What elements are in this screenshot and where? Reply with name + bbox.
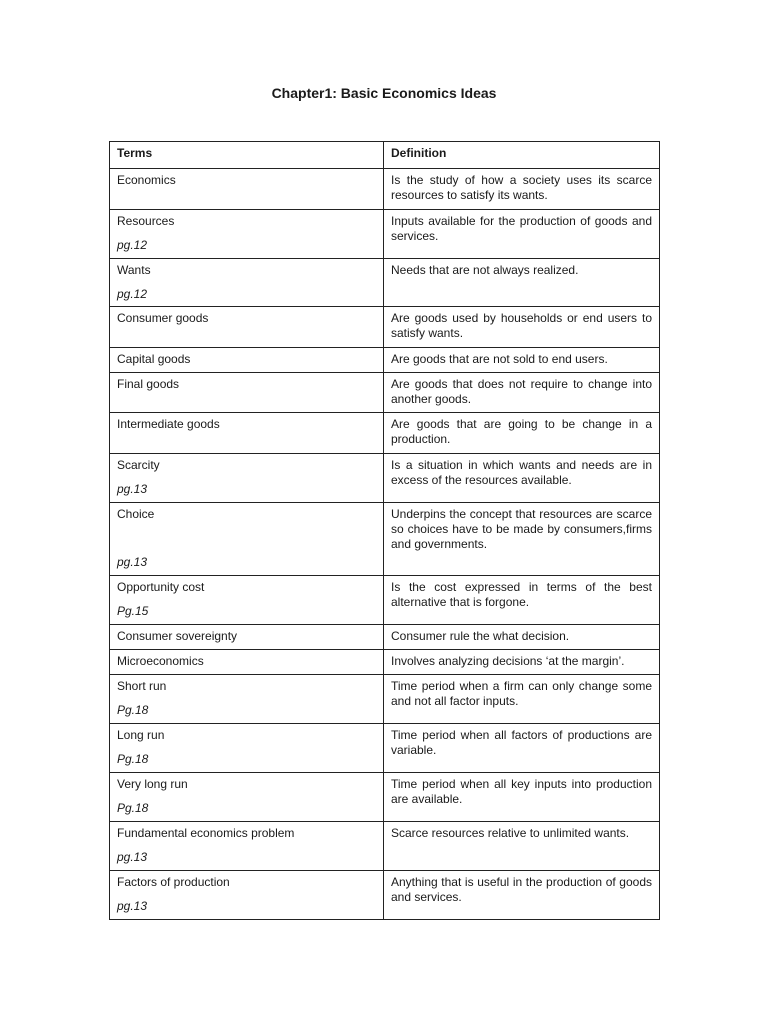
table-row (110, 259, 660, 307)
definition-cell: Scarce resources relative to unlimited wants. (384, 822, 660, 871)
definition-cell: Time period when all key inputs into production are available. (384, 773, 660, 822)
definition-header: Definition (384, 142, 660, 169)
table-row (110, 724, 660, 773)
table-row (110, 210, 660, 259)
table-row (110, 503, 660, 576)
term-cell (110, 576, 384, 625)
definition-cell: Is a situation in which wants and needs are in excess of the resources available. (384, 454, 660, 503)
term-label: Economics (117, 173, 176, 187)
terms-header: Terms (110, 142, 384, 169)
term-cell (110, 650, 384, 675)
table-row (110, 348, 660, 373)
term-label: Consumer goods (117, 311, 209, 325)
page-reference: pg.12 (117, 238, 148, 252)
definition-cell: Is the study of how a society uses its scarce resources to satisfy its wants. (384, 169, 660, 210)
table-row (110, 454, 660, 503)
term-cell (110, 625, 384, 650)
definition-cell: Inputs available for the production of goods and services. (384, 210, 660, 259)
term-label: Intermediate goods (117, 417, 220, 431)
term-label: Opportunity cost (117, 580, 205, 594)
page-reference: Pg.18 (117, 752, 149, 766)
term-label: Very long run (117, 777, 188, 791)
table-row (110, 871, 660, 920)
definition-cell: Are goods that does not require to change into another goods. (384, 373, 660, 413)
term-label: Microeconomics (117, 654, 204, 668)
definition-cell: Are goods that are going to be change in a production. (384, 413, 660, 454)
terms-table (109, 141, 660, 920)
term-cell (110, 503, 384, 576)
page-reference: Pg.18 (117, 703, 149, 717)
term-label: Choice (117, 507, 155, 521)
table-row (110, 576, 660, 625)
term-label: Capital goods (117, 352, 191, 366)
term-cell (110, 822, 384, 871)
table-row (110, 413, 660, 454)
table-row (110, 307, 660, 348)
term-label: Wants (117, 263, 151, 277)
term-label: Resources (117, 214, 175, 228)
term-cell (110, 373, 384, 413)
page-reference: pg.13 (117, 850, 148, 864)
term-label: Final goods (117, 377, 180, 391)
term-cell (110, 307, 384, 348)
page-reference: Pg.18 (117, 801, 149, 815)
term-label: Fundamental economics problem (117, 826, 295, 840)
table-row (110, 773, 660, 822)
term-cell (110, 871, 384, 920)
table-row (110, 650, 660, 675)
term-cell (110, 169, 384, 210)
term-label: Scarcity (117, 458, 160, 472)
term-cell (110, 348, 384, 373)
table-row (110, 169, 660, 210)
term-label: Short run (117, 679, 167, 693)
table-row (110, 373, 660, 413)
page-reference: pg.12 (117, 287, 148, 301)
term-cell (110, 724, 384, 773)
term-label: Factors of production (117, 875, 230, 889)
definition-cell: Needs that are not always realized. (384, 259, 660, 307)
definition-cell: Consumer rule the what decision. (384, 625, 660, 650)
term-cell (110, 773, 384, 822)
page-reference: pg.13 (117, 555, 148, 569)
table-row (110, 822, 660, 871)
definition-cell: Is the cost expressed in terms of the best alternative that is forgone. (384, 576, 660, 625)
table-row (110, 675, 660, 724)
term-label: Consumer sovereignty (117, 629, 238, 643)
term-cell (110, 413, 384, 454)
page-reference: pg.13 (117, 482, 148, 496)
definition-cell: Underpins the concept that resources are scarce so choices have to be made by consumers,firms and governments. (384, 503, 660, 576)
page-reference: Pg.15 (117, 604, 149, 618)
term-cell (110, 259, 384, 307)
table-row (110, 625, 660, 650)
term-label: Long run (117, 728, 165, 742)
definition-cell: Time period when all factors of productions are variable. (384, 724, 660, 773)
table-header-row (110, 142, 660, 169)
definition-cell: Are goods that are not sold to end users. (384, 348, 660, 373)
page-title: Chapter1: Basic Economics Ideas (271, 85, 497, 101)
definition-cell: Anything that is useful in the production of goods and services. (384, 871, 660, 920)
definition-cell: Time period when a firm can only change some and not all factor inputs. (384, 675, 660, 724)
term-cell (110, 454, 384, 503)
definition-cell: Are goods used by households or end users to satisfy wants. (384, 307, 660, 348)
term-cell (110, 675, 384, 724)
page-reference: pg.13 (117, 899, 148, 913)
term-cell (110, 210, 384, 259)
definition-cell: Involves analyzing decisions ‘at the margin’. (384, 650, 660, 675)
